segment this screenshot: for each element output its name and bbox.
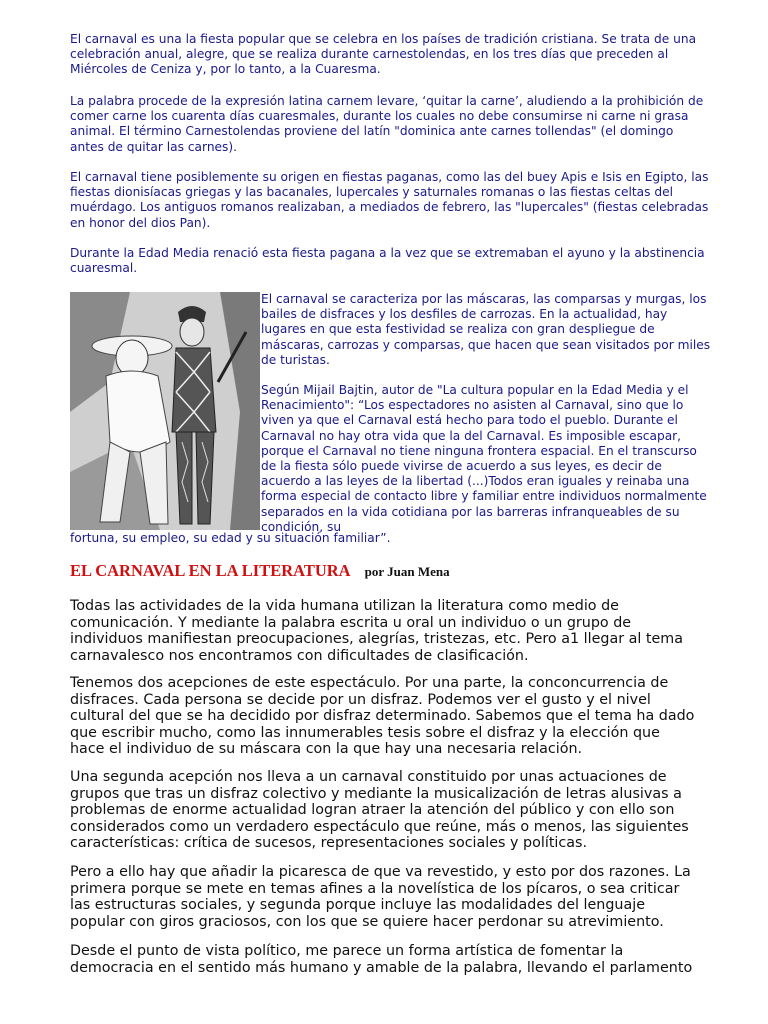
intro-paragraph-3: El carnaval tiene posiblemente su origen en fiestas paganas, como las del buey Apis e Isis en Egipto, las fiestas dionisíacas griegas y las bacanales, lupercales y saturnales romanas o las fiestas celtas del muérdago. Los antiguos romanos realizaban, a mediados de febrero, las "lupercales" (fiestas celebradas en honor del dios Pan). bbox=[70, 170, 709, 230]
body-paragraph-5: Desde el punto de vista político, me parece un forma artística de fomentar la democracia en el sentido más humano y amable de la palabra, llevando el parlamento bbox=[70, 943, 693, 976]
painting-illustration bbox=[70, 292, 260, 530]
intro-paragraph-2: La palabra procede de la expresión latina carnem levare, ‘quitar la carne’, aludiendo a la prohibición de comer carne los cuarenta días cuaresmales, durante los cuales no debe consumirse ni carne ni grasa animal. El término Carnestolendas proviene del latín "dominica ante carnes tollendas" (el domingo antes de quitar las carnes). bbox=[70, 94, 704, 154]
body-paragraph-4: Pero a ello hay que añadir la picaresca de que va revestido, y esto por dos razones. La primera porque se mete en temas afines a la novelística de los pícaros, o sea criticar las estructuras sociales, y segunda porque incluye las modalidades del lenguaje popular con giros graciosos, con los que se quiere hacer perdonar su atrevimiento. bbox=[70, 864, 691, 930]
body-paragraph-1: Todas las actividades de la vida humana utilizan la literatura como medio de comunicación. Y mediante la palabra escrita u oral un individuo o un grupo de individuos manifiestan preocupaciones, alegrías, tristezas, etc. Pero a1 llegar al tema carnavalesco nos encontramos con dificultades de clasificación. bbox=[70, 598, 683, 664]
intro-paragraph-5: El carnaval se caracteriza por las máscaras, las comparsas y murgas, los bailes de disfraces y los desfiles de carrozas. En la actualidad, hay lugares en que esta festividad se realiza con gran despliegue de máscaras, carrozas y comparsas, que hacen que sean visitados por miles de turistas. bbox=[261, 292, 711, 367]
body-paragraph-3: Una segunda acepción nos lleva a un carnaval constituido por unas actuaciones de grupos que tras un disfraz colectivo y mediante la musicalización de letras alusivas a problemas de enorme actualidad logran atraer la atención del público y con ello son considerados como un verdadero espectáculo que reúne, más o menos, las siguientes características: crítica de sucesos, representaciones sociales y políticas. bbox=[70, 769, 689, 852]
body-paragraph-2: Tenemos dos acepciones de este espectáculo. Por una parte, la conconcurrencia de disfraces. Cada persona se decide por un disfraz. Podemos ver el gusto y el nivel cultural del que se ha decidido por disfraz determinado. Sabemos que el tema ha dado que escribir mucho, como las innumerables tesis sobre el disfraz y la elección que hace el individuo de su máscara con la que hay una necesaria relación. bbox=[70, 675, 695, 758]
author-byline: por Juan Mena bbox=[364, 564, 450, 579]
intro-paragraph-4: Durante la Edad Media renació esta fiesta pagana a la vez que se extremaban el ayuno y la abstinencia cuaresmal. bbox=[70, 246, 705, 276]
section-title: EL CARNAVAL EN LA LITERATURA bbox=[70, 561, 351, 580]
bajtin-quote: Según Mijail Bajtin, autor de "La cultura popular en la Edad Media y el Renacimiento": “Los espectadores no asisten al Carnaval, sino que lo viven ya que el Carnaval está hecho para todo el pueblo. Durante el Carnaval no hay otra vida que la del Carnaval. Es imposible escapar, porque el Carnaval no tiene ninguna frontera espacial. En el transcurso de la fiesta sólo puede vivirse de acuerdo a sus leyes, es decir de acuerdo a las leyes de la libertad (...)Todos eran iguales y reinaba una forma especial de contacto libre y familiar entre individuos normalmente separados en la vida cotidiana por las barreras infranqueables de su condición, su bbox=[261, 383, 707, 534]
harlequin-pierrot-painting bbox=[70, 292, 260, 530]
bajtin-quote-end: fortuna, su empleo, su edad y su situación familiar”. bbox=[70, 531, 391, 545]
section-heading bbox=[70, 561, 450, 581]
intro-paragraph-1: El carnaval es una la fiesta popular que se celebra en los países de tradición cristiana. Se trata de una celebración anual, alegre, que se realiza durante carnestolendas, en los tres días que preceden al Miércoles de Ceniza y, por lo tanto, a la Cuaresma. bbox=[70, 32, 697, 77]
